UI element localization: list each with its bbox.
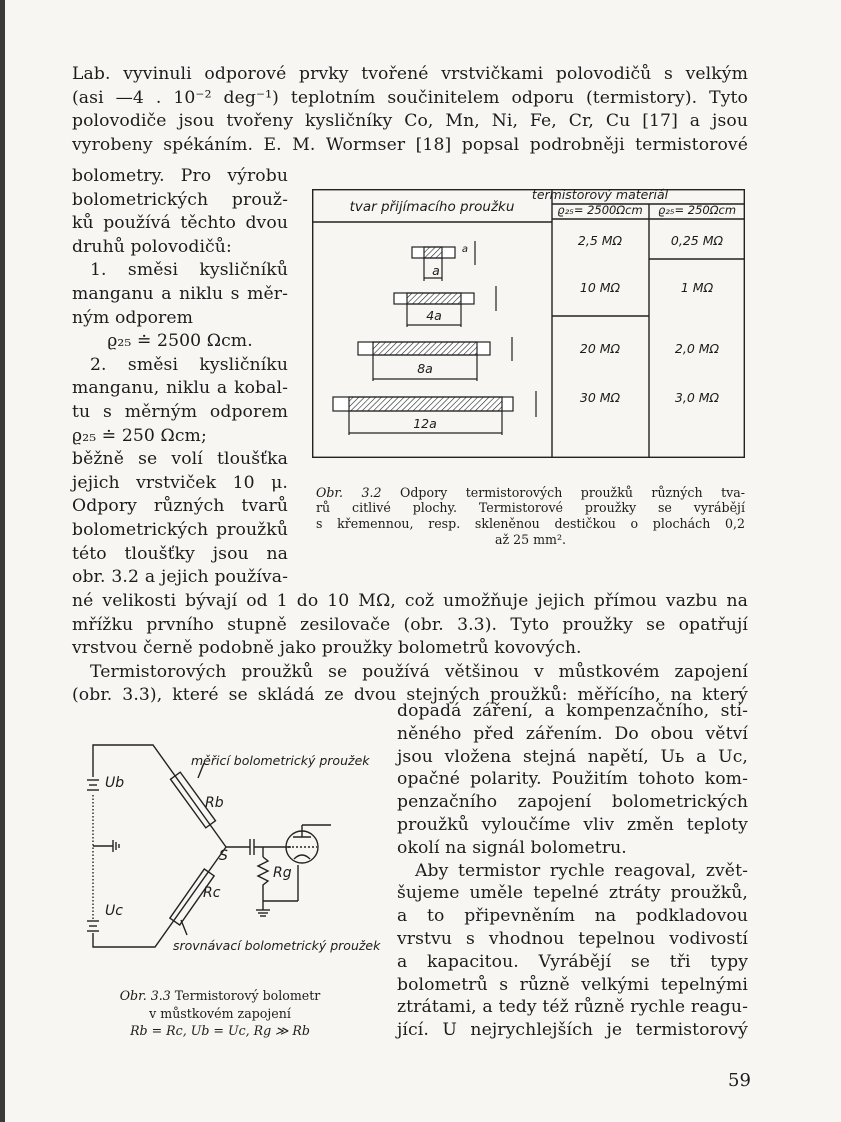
col-header-2500: ϱ₂₅= 2500Ωcm	[557, 203, 643, 217]
height-label: a	[461, 244, 469, 255]
caption-line: v můstkovém zapojení	[149, 1006, 291, 1021]
text-line: vrstvu s vhodnou tepelnou vodivostí	[397, 929, 748, 949]
text-line: okolí na signál bolometru.	[397, 837, 627, 858]
text-line: bolometry. Pro výrobu	[72, 166, 288, 186]
value-2500: 10 MΩ	[579, 280, 621, 295]
value-2500: 20 MΩ	[579, 341, 621, 356]
caption-line: Termistorový bolometr	[174, 988, 321, 1003]
strip-label: 8a	[417, 361, 433, 376]
label-ub: Ub	[105, 775, 125, 791]
header-shape: tvar přijímacího proužku	[349, 199, 515, 215]
text-line: bolometrů s různě velkými tepelnými	[397, 974, 748, 995]
value-250: 2,0 MΩ	[674, 341, 720, 356]
label-s: S	[219, 848, 228, 864]
caption-line: s křemennou, resp. skleněnou destičkou o plochách 0,2	[316, 516, 745, 531]
text-line: Termistorových proužků se používá většinou v můstkovém zapojení	[90, 661, 748, 682]
text-line: 2. směsi kysličníku	[90, 354, 288, 375]
text-line: manganu a niklu s měr-	[72, 284, 288, 304]
text-line: a to připevněním na podkladovou	[397, 906, 748, 927]
text-line: (obr. 3.3), které se skládá ze dvou stejných proužků: měřícího, na který	[72, 685, 748, 706]
text-line: manganu, niklu a kobal-	[72, 378, 288, 399]
text-line: něného před zářením. Do obou větví	[397, 723, 748, 744]
label-rb: Rb	[205, 795, 224, 811]
label-rg: Rg	[273, 865, 292, 881]
value-2500: 30 MΩ	[579, 390, 621, 405]
text-line: opačné polarity. Použitím tohoto kom-	[397, 769, 748, 790]
text-line: Aby termistor rychle reagoval, zvět-	[415, 860, 748, 881]
text-line: jící. U nejrychlejších je termistorový	[397, 1020, 748, 1041]
text-line: Odpory různých tvarů	[72, 496, 288, 517]
label-uc: Uc	[105, 903, 123, 919]
page-number: 59	[728, 1070, 751, 1091]
value-250: 3,0 MΩ	[674, 390, 720, 405]
page-binding-edge	[0, 0, 5, 1122]
col-header-250: ϱ₂₅= 250Ωcm	[657, 203, 737, 217]
value-2500: 2,5 MΩ	[577, 233, 623, 248]
text-line: dopadá záření, a kompenzačního, stí-	[397, 701, 748, 721]
label-reference-strip: srovnávací bolometrický proužek	[173, 938, 381, 953]
text-line: penzačního zapojení bolometrických	[397, 792, 748, 813]
text-line: ků používá těchto dvou	[72, 213, 288, 234]
text-line: proužků vyloučíme vliv změn teploty	[397, 815, 748, 835]
figure-3-2-table	[312, 189, 745, 458]
text-line: této tloušťky jsou na	[72, 543, 288, 564]
label-measuring-strip: měřicí bolometrický proužek	[191, 753, 370, 768]
strip-label: 12a	[413, 416, 437, 431]
text-line: jejich vrstviček 10 μ.	[72, 472, 288, 493]
text-line: ztrátami, a tedy též různě rychle reagu-	[397, 997, 748, 1018]
text-line: ϱ₂₅ ≐ 250 Ωcm;	[72, 425, 207, 446]
text-line: tu s měrným odporem	[72, 402, 288, 422]
strip-label: 4a	[426, 308, 442, 323]
value-250: 1 MΩ	[680, 280, 714, 295]
text-line: šujeme uměle tepelné ztráty proužků,	[397, 883, 748, 904]
caption-line: Odpory termistorových proužků různých tva-	[400, 485, 746, 500]
text-line: né velikosti bývají od 1 do 10 MΩ, což umožňuje jejich přímou vazbu na	[72, 591, 748, 611]
text-line: ným odporem	[72, 307, 194, 328]
text-line: bolometrických prouž-	[72, 189, 288, 210]
text-line: polovodiče jsou tvořeny kysličníky Co, Mn, Ni, Fe, Cr, Cu [17] a jsou	[72, 111, 748, 132]
caption-line: až 25 mm².	[494, 532, 567, 547]
text-line: Lab. vyvinuli odporové prvky tvořené vrstvičkami polovodičů s velkým	[72, 64, 748, 84]
table-frame	[312, 189, 745, 458]
text-line: mřížku prvního stupně zesilovače (obr. 3.3). Tyto proužky se opatřují	[72, 614, 748, 635]
value-250: 0,25 MΩ	[670, 233, 724, 248]
text-line: jsou vložena stejná napětí, Uь a Uc,	[397, 746, 748, 767]
text-line: vrstvou černě podobně jako proužky bolometrů kovových.	[72, 638, 582, 659]
caption-line: Rb = Rc, Ub = Uc, Rg ≫ Rb	[130, 1023, 310, 1038]
strip-label: a	[432, 263, 440, 278]
label-rc: Rc	[203, 885, 221, 901]
text-line: druhů polovodičů:	[72, 236, 232, 257]
text-line: bolometrických proužků	[72, 520, 288, 540]
caption-label: Obr. 3.3	[119, 988, 171, 1003]
text-line: 1. směsi kysličníků	[90, 260, 288, 281]
text-line: běžně se volí tloušťka	[72, 449, 288, 470]
text-line: vyrobeny spékáním. E. M. Wormser [18] popsal podrobněji termistorové	[72, 134, 748, 155]
figure-3-3-circuit	[85, 735, 385, 975]
caption-label: Obr. 3.2	[316, 485, 382, 500]
text-line: obr. 3.2 a jejich používa-	[72, 567, 288, 588]
text-line: a kapacitou. Vyrábějí se tři typy	[397, 951, 748, 972]
text-line: (asi —4 . 10⁻² deg⁻¹) teplotním součinitelem odporu (termistory). Tyto	[72, 87, 748, 108]
caption-line: rů citlivé plochy. Termistorové proužky se vyrábějí	[316, 500, 745, 515]
header-material: termistorový materiál	[531, 187, 669, 202]
text-line: ϱ₂₅ ≐ 2500 Ωcm.	[107, 331, 253, 352]
